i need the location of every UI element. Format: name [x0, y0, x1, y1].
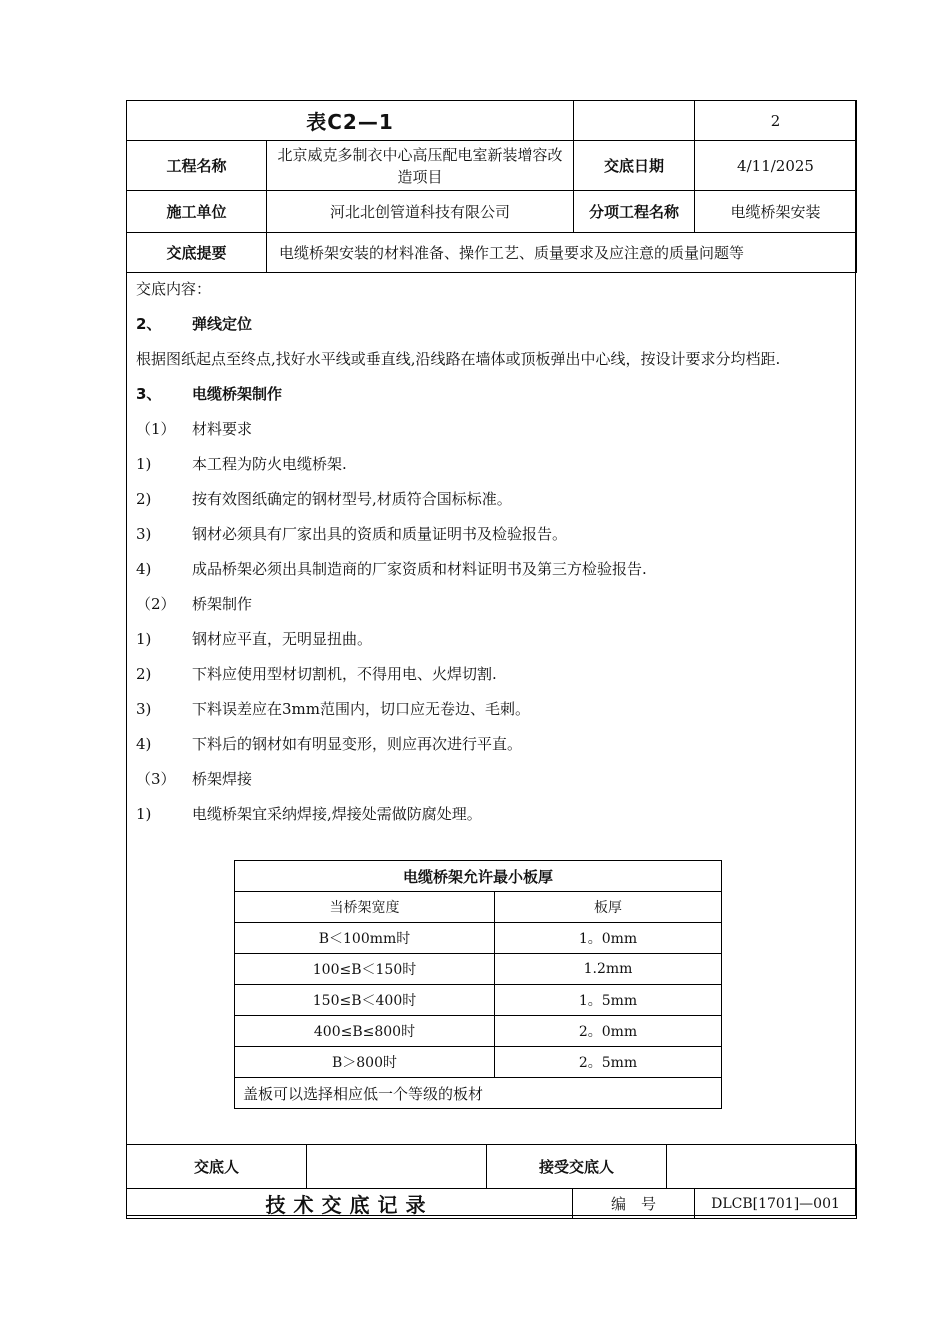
record-footer [126, 1188, 857, 1219]
code-value: DLCB[1701]—001 [695, 1189, 857, 1219]
section-3-heading: 3、 电缆桥架制作 [136, 385, 283, 403]
code-label: 编 号 [573, 1189, 695, 1219]
footer-table [126, 1144, 857, 1189]
sub-1-heading: （1） 材料要求 [136, 420, 253, 438]
table-row: 400≤B≤800时 2。0mm [235, 1016, 722, 1047]
list-item: 1) 本工程为防火电缆桥架. [136, 455, 347, 473]
spec-col-thickness: 板厚 [495, 892, 722, 923]
spec-table-note: 盖板可以选择相应低一个等级的板材 [235, 1078, 722, 1109]
summary-value: 电缆桥架安装的材料准备、操作工艺、质量要求及应注意的质量问题等 [267, 233, 857, 273]
table-row: 100≤B＜150时 1.2mm [235, 954, 722, 985]
spec-col-width: 当桥架宽度 [235, 892, 495, 923]
project-name-label: 工程名称 [127, 141, 267, 191]
subproject-value: 电缆桥架安装 [695, 191, 857, 233]
date-value: 4/11/2025 [695, 141, 857, 191]
content-intro: 交底内容： [136, 280, 212, 298]
table-row: B＜100mm时 1。0mm [235, 923, 722, 954]
project-name: 北京威克多制衣中心高压配电室新装增容改造项目 [267, 141, 574, 191]
table-row: B＞800时 2。5mm [235, 1047, 722, 1078]
list-item: 1) 钢材应平直，无明显扭曲。 [136, 630, 373, 648]
discloser-label: 交底人 [127, 1145, 307, 1189]
section-2-text: 根据图纸起点至终点,找好水平线或垂直线,沿线路在墙体或顶板弹出中心线，按设计要求分均档距. [136, 350, 781, 368]
discloser-sign [307, 1145, 487, 1189]
disclosure-content [136, 272, 848, 832]
list-item: 1) 电缆桥架宜采纳焊接,焊接处需做防腐处理。 [136, 805, 482, 823]
min-thickness-table [234, 860, 722, 1109]
section-2-heading: 2、 弹线定位 [136, 315, 253, 333]
list-item: 3) 下料误差应在3mm范围内，切口应无卷边、毛刺。 [136, 700, 530, 718]
date-label: 交底日期 [574, 141, 695, 191]
blank-cell [574, 101, 695, 141]
receiver-sign [667, 1145, 857, 1189]
form-number: 表C2—1 [127, 101, 574, 141]
subproject-label: 分项工程名称 [574, 191, 695, 233]
table-row: 150≤B＜400时 1。5mm [235, 985, 722, 1016]
list-item: 2) 下料应使用型材切割机，不得用电、火焊切割. [136, 665, 497, 683]
sub-2-heading: （2） 桥架制作 [136, 595, 253, 613]
record-title: 技术交底记录 [127, 1189, 573, 1219]
list-item: 4) 下料后的钢材如有明显变形，则应再次进行平直。 [136, 735, 523, 753]
list-item: 3) 钢材必须具有厂家出具的资质和质量证明书及检验报告。 [136, 525, 568, 543]
sub-3-heading: （3） 桥架焊接 [136, 770, 253, 788]
list-item: 2) 按有效图纸确定的钢材型号,材质符合国标标准。 [136, 490, 512, 508]
header-table [126, 100, 857, 273]
spec-table-title: 电缆桥架允许最小板厚 [235, 861, 722, 892]
contractor-label: 施工单位 [127, 191, 267, 233]
contractor-value: 河北北创管道科技有限公司 [267, 191, 574, 233]
receiver-label: 接受交底人 [487, 1145, 667, 1189]
page-number: 2 [695, 101, 857, 141]
list-item: 4) 成品桥架必须出具制造商的厂家资质和材料证明书及第三方检验报告. [136, 560, 647, 578]
summary-label: 交底提要 [127, 233, 267, 273]
